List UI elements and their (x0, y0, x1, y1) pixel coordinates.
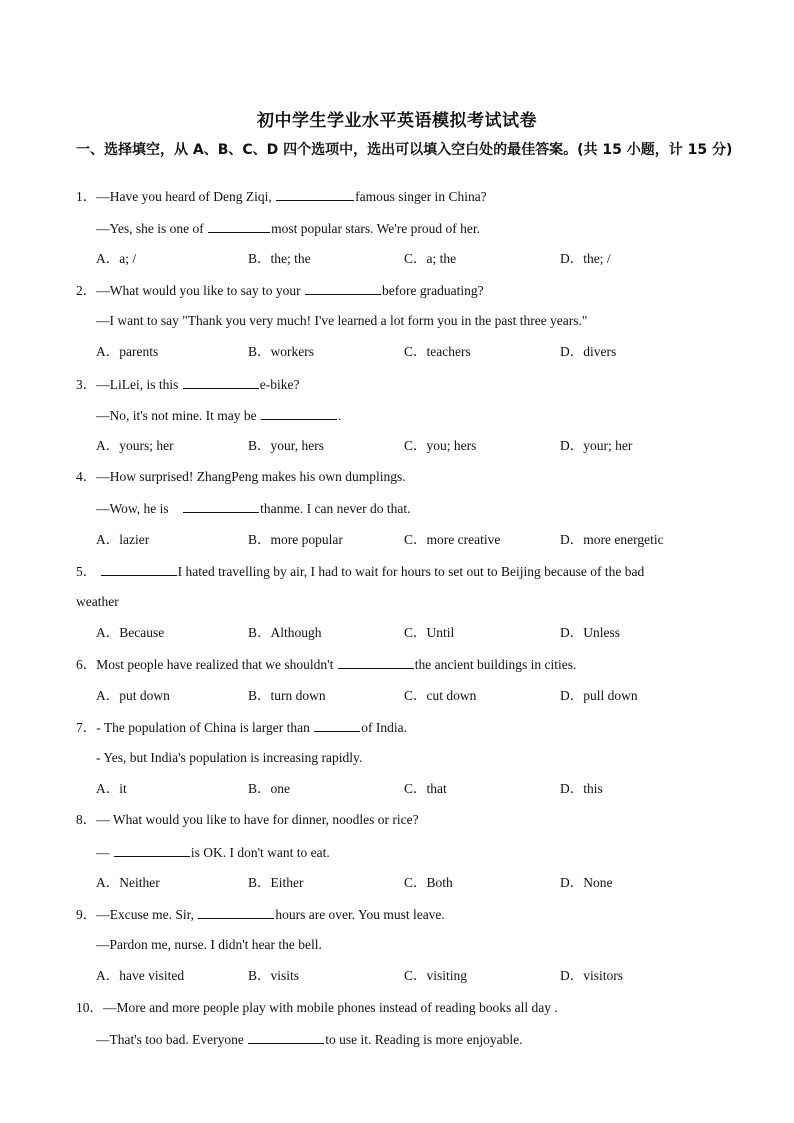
question-text: —No, it's not mine. It may be (96, 408, 257, 423)
question-number: 10． (76, 1000, 103, 1015)
option-a[interactable]: A．it (96, 781, 127, 796)
question-text: I hated travelling by air, I had to wait for hours to set out to Beijing because of the bad (177, 564, 645, 579)
option-d[interactable]: D．this (560, 781, 603, 796)
option-d[interactable]: D．Unless (560, 625, 620, 640)
question-number: 4． (76, 469, 97, 484)
question-number: 6． (76, 657, 97, 672)
answer-blank (248, 1030, 324, 1044)
question-5-continued: weather (76, 594, 119, 609)
question-6 (76, 655, 576, 674)
option-a[interactable]: A．parents (96, 344, 159, 359)
question-text: —Wow, he is (96, 501, 169, 516)
question-text: — (96, 845, 110, 860)
option-a[interactable]: A．yours; her (96, 438, 174, 453)
answer-blank (276, 187, 354, 201)
question-5 (76, 562, 644, 581)
answer-blank (208, 219, 270, 233)
option-d[interactable]: D．your; her (560, 438, 633, 453)
question-3-reply (96, 406, 341, 425)
answer-blank (114, 843, 190, 857)
option-c[interactable]: C．teachers (404, 344, 471, 359)
option-a[interactable]: A．put down (96, 688, 170, 703)
option-d[interactable]: D．visitors (560, 968, 624, 983)
question-text: —LiLei, is this (96, 377, 179, 392)
question-number: 2． (76, 283, 97, 298)
question-text: - The population of China is larger than (96, 720, 310, 735)
question-1 (76, 187, 487, 206)
question-text: of India. (361, 720, 407, 735)
question-number: 3． (76, 377, 97, 392)
option-b[interactable]: B．Either (248, 875, 304, 890)
question-number: 9． (76, 907, 97, 922)
option-a[interactable]: A．Because (96, 625, 165, 640)
question-text: Most people have realized that we shouldn't (96, 657, 334, 672)
option-b[interactable]: B．your, hers (248, 438, 324, 453)
question-text: most popular stars. We're proud of her. (271, 221, 480, 236)
option-b[interactable]: B．turn down (248, 688, 326, 703)
option-c[interactable]: C．a; the (404, 251, 457, 266)
question-8-reply (96, 843, 330, 862)
answer-blank (305, 281, 381, 295)
option-b[interactable]: B．the; the (248, 251, 311, 266)
option-d[interactable]: D．the; / (560, 251, 611, 266)
question-text: —How surprised! ZhangPeng makes his own dumplings. (96, 469, 406, 484)
question-text: e-bike? (259, 377, 300, 392)
question-number: 5． (76, 564, 97, 579)
option-c[interactable]: C．that (404, 781, 447, 796)
option-c[interactable]: C．Both (404, 875, 453, 890)
option-b[interactable]: B．Although (248, 625, 322, 640)
question-3 (76, 375, 299, 394)
question-text: —That's too bad. Everyone (96, 1032, 244, 1047)
option-b[interactable]: B．one (248, 781, 290, 796)
answer-blank (261, 406, 337, 420)
option-a[interactable]: A．have visited (96, 968, 185, 983)
answer-blank (198, 905, 274, 919)
question-text: famous singer in China? (355, 189, 487, 204)
question-10 (76, 999, 558, 1017)
question-8 (76, 811, 419, 829)
option-c[interactable]: C．visiting (404, 968, 468, 983)
page-title: 初中学生学业水平英语模拟考试试卷 (257, 111, 537, 131)
option-b[interactable]: B．visits (248, 968, 300, 983)
option-c[interactable]: C．cut down (404, 688, 477, 703)
answer-blank (183, 375, 259, 389)
option-b[interactable]: B．more popular (248, 532, 343, 547)
question-text: — What would you like to have for dinner, noodles or rice? (96, 812, 419, 827)
section-heading: 一、选择填空，从 A、B、C、D 四个选项中，选出可以填入空白处的最佳答案。(共 15 小题，计 15 分) (76, 142, 733, 158)
question-4 (76, 468, 406, 486)
question-7-reply: - Yes, but India's population is increasing rapidly. (96, 750, 363, 765)
question-1-reply (96, 219, 480, 238)
option-a[interactable]: A．a; / (96, 251, 137, 266)
answer-blank (338, 655, 414, 669)
answer-blank (101, 562, 177, 576)
question-text: —Excuse me. Sir, (96, 907, 194, 922)
question-text: to use it. Reading is more enjoyable. (325, 1032, 523, 1047)
question-9-reply: —Pardon me, nurse. I didn't hear the bell. (96, 937, 322, 952)
question-number: 8． (76, 812, 97, 827)
question-text: before graduating? (381, 283, 484, 298)
option-a[interactable]: A．Neither (96, 875, 160, 890)
question-10-reply (96, 1030, 523, 1049)
option-d[interactable]: D．pull down (560, 688, 638, 703)
option-a[interactable]: A．lazier (96, 532, 150, 547)
option-c[interactable]: C．Until (404, 625, 455, 640)
question-text: . (338, 408, 342, 423)
question-text: hours are over. You must leave. (275, 907, 445, 922)
question-2 (76, 281, 484, 300)
question-text: —More and more people play with mobile phones instead of reading books all day . (103, 1000, 558, 1015)
option-c[interactable]: C．more creative (404, 532, 501, 547)
option-c[interactable]: C．you; hers (404, 438, 477, 453)
option-d[interactable]: D．divers (560, 344, 617, 359)
question-number: 1． (76, 189, 97, 204)
question-text: the ancient buildings in cities. (414, 657, 577, 672)
question-text: thanme. I can never do that. (260, 501, 411, 516)
option-d[interactable]: D．more energetic (560, 532, 664, 547)
answer-blank (314, 718, 360, 732)
question-text: —Yes, she is one of (96, 221, 204, 236)
question-7 (76, 718, 407, 737)
question-text: is OK. I don't want to eat. (190, 845, 330, 860)
answer-blank (183, 499, 259, 513)
question-9 (76, 905, 445, 924)
question-2-reply: —I want to say "Thank you very much! I've learned a lot form you in the past three years." (96, 313, 588, 328)
question-number: 7． (76, 720, 97, 735)
question-4-reply (96, 499, 410, 518)
question-text: —Have you heard of Deng Ziqi, (96, 189, 272, 204)
question-text: —What would you like to say to your (96, 283, 301, 298)
option-d[interactable]: D．None (560, 875, 613, 890)
option-b[interactable]: B．workers (248, 344, 314, 359)
